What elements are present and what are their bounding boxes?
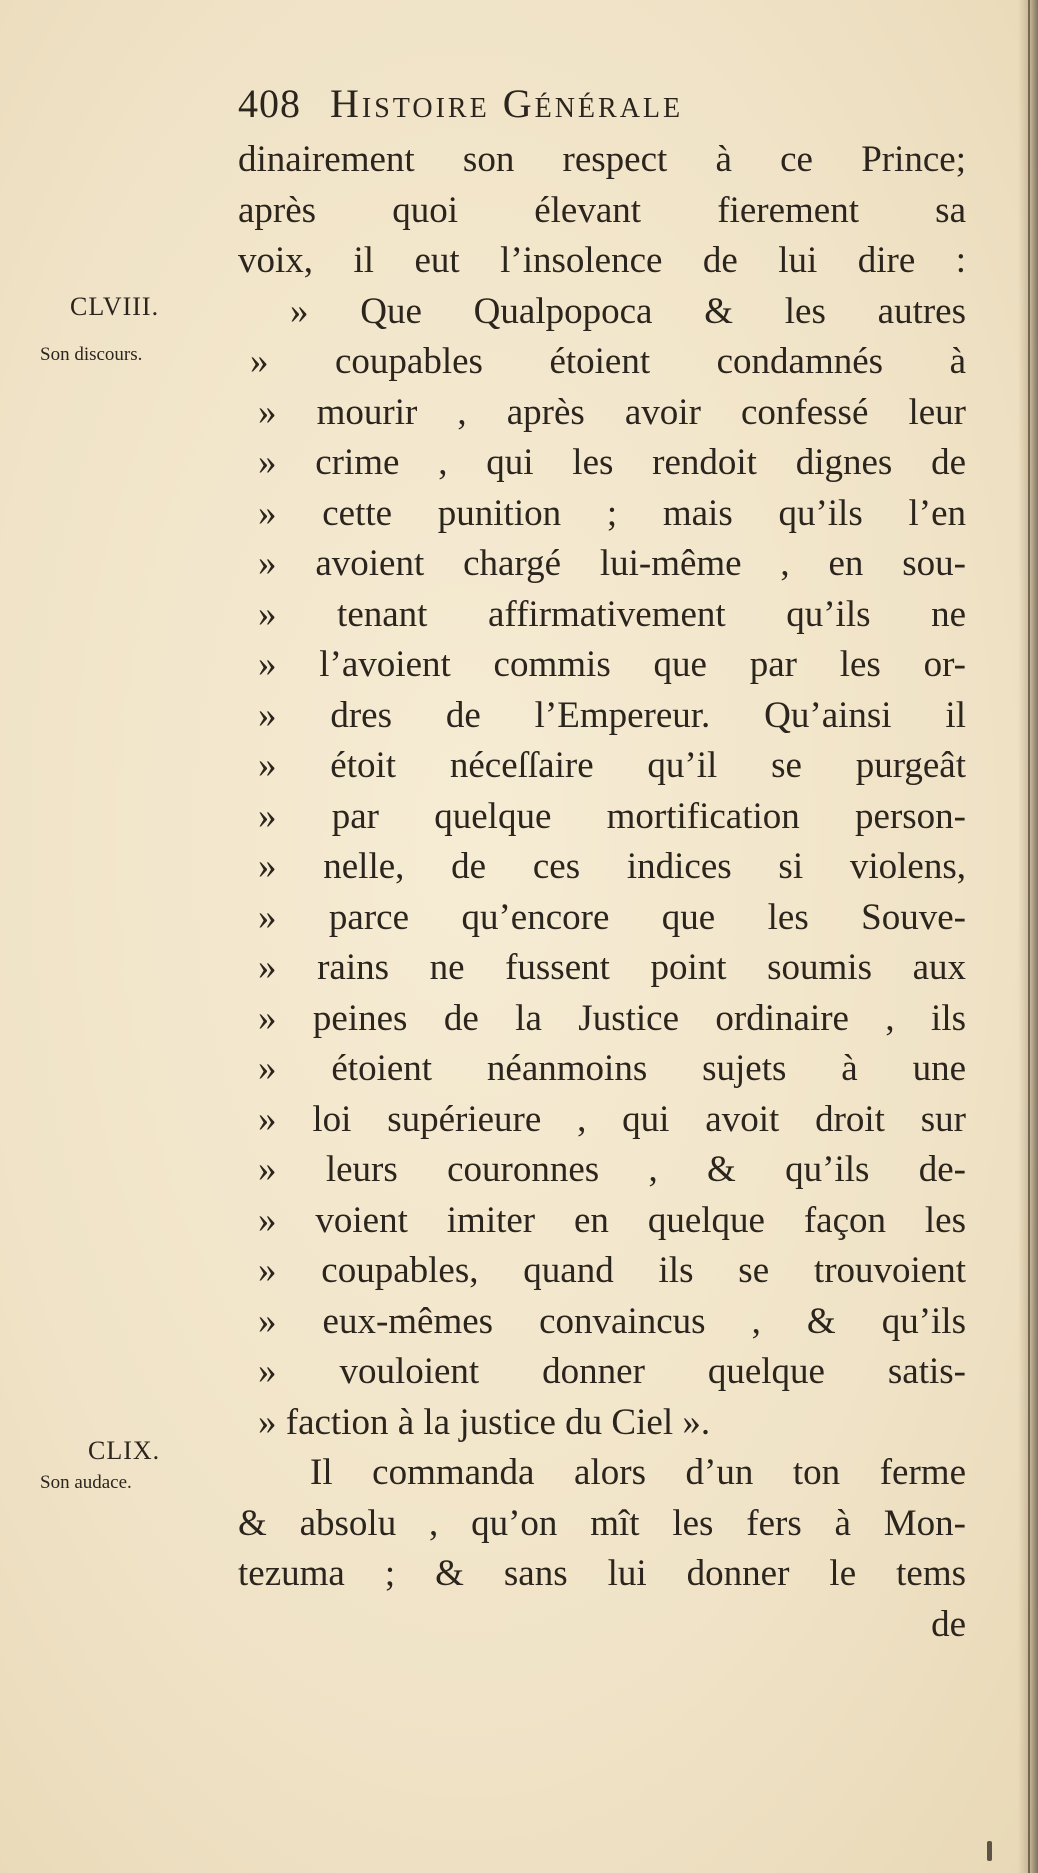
sidenote-label-son-discours: Son discours. <box>40 344 143 365</box>
sidenote-label-son-audace: Son audace. <box>40 1472 132 1493</box>
text-line-24: » eux-mêmes convaincus , & qu’ils <box>258 1301 966 1342</box>
text-line-18: » peines de la Justice ordinaire , ils <box>258 998 966 1039</box>
text-line-10: » tenant affirmativement qu’ils ne <box>258 594 966 635</box>
catchword: de <box>931 1604 966 1645</box>
text-line-9: » avoient chargé lui-même , en sou- <box>258 543 966 584</box>
text-line-7: » crime , qui les rendoit dignes de <box>258 442 966 483</box>
running-title: Histoire Générale <box>330 81 684 126</box>
text-line-14: » par quelque mortification person- <box>258 796 966 837</box>
page-number: 408 <box>238 81 301 126</box>
sidenote-number-clviii: CLVIII. <box>70 292 160 321</box>
text-line-19: » étoient néanmoins sujets à une <box>258 1048 966 1089</box>
text-line-21: » leurs couronnes , & qu’ils de- <box>258 1149 966 1190</box>
text-line-6: » mourir , après avoir confessé leur <box>258 392 966 433</box>
text-line-23: » coupables, quand ils se trouvoient <box>258 1250 966 1291</box>
text-line-13: » étoit néceſſaire qu’il se purgeât <box>258 745 966 786</box>
text-line-12: » dres de l’Empereur. Qu’ainsi il <box>258 695 966 736</box>
text-line-5: » coupables étoient condamnés à <box>250 341 966 382</box>
text-line-25: » vouloient donner quelque satis- <box>258 1351 966 1392</box>
page-edge-line <box>1028 0 1030 1873</box>
sidenote-number-clix: CLIX. <box>88 1436 161 1465</box>
text-line-4: » Que Qualpopoca & les autres <box>290 291 966 332</box>
running-head <box>238 80 683 127</box>
text-line-2: après quoi élevant fierement sa <box>238 190 966 231</box>
text-line-3: voix, il eut l’insolence de lui dire : <box>238 240 966 281</box>
text-line-29: tezuma ; & sans lui donner le tems <box>238 1553 966 1594</box>
text-line-1: dinairement son respect à ce Prince; <box>238 139 966 180</box>
text-line-16: » parce qu’encore que les Souve- <box>258 897 966 938</box>
text-line-17: » rains ne fussent point soumis aux <box>258 947 966 988</box>
text-line-8: » cette punition ; mais qu’ils l’en <box>258 493 966 534</box>
text-line-20: » loi supérieure , qui avoit droit sur <box>258 1099 966 1140</box>
text-line-26: » faction à la justice du Ciel ». <box>258 1402 711 1443</box>
text-line-28: & absolu , qu’on mît les fers à Mon- <box>238 1503 966 1544</box>
text-line-27: Il commanda alors d’un ton ferme <box>310 1452 966 1493</box>
printer-mark <box>987 1841 992 1861</box>
text-line-15: » nelle, de ces indices si violens, <box>258 846 966 887</box>
text-line-11: » l’avoient commis que par les or- <box>258 644 966 685</box>
text-line-22: » voient imiter en quelque façon les <box>258 1200 966 1241</box>
